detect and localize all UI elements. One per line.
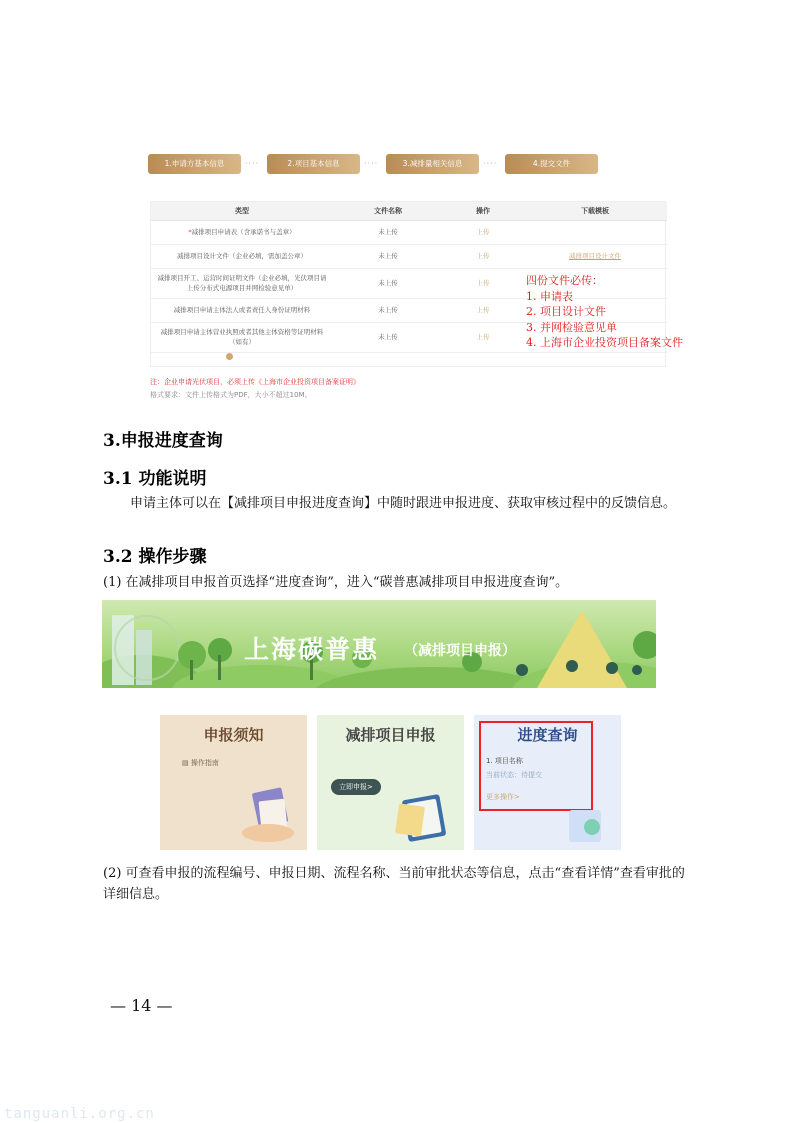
required-files-annotation [526,273,683,351]
pv-project-note: 注：企业申请光伏项目，必须上传《上海市企业投资项目备案证明》 [150,378,360,386]
required-mark: * [188,228,192,236]
progress-card[interactable] [474,715,621,850]
operation-guide-label: 操作指南 [190,759,219,767]
step-3[interactable]: 3.减排量相关信息 [386,154,479,174]
notice-card[interactable] [160,715,307,850]
file-type: 减排项目设计文件（企业必填，需加盖公章） [177,252,307,260]
watermark: tanguanli.org.cn [4,1106,155,1122]
step-separator: ···· [245,159,260,168]
hand-document-icon [160,715,307,850]
document-icon: ▤ [182,759,189,767]
header-filename: 文件名称 [333,202,443,220]
apply-card[interactable] [317,715,464,850]
subsection-function: 3.1 功能说明 [103,469,207,489]
progress-card-title: 进度查询 [517,726,578,744]
file-status: 未上传 [333,220,443,244]
file-status: 未上传 [333,268,443,298]
upload-link[interactable]: 上传 [476,306,490,314]
more-actions-link[interactable]: 更多操作> [486,793,520,801]
function-paragraph: 申请主体可以在【减排项目申报进度查询】中随时跟进申报进度、获取审核过程中的反馈信息。 [130,496,677,511]
step-1[interactable]: 1.申请方基本信息 [148,154,241,174]
upload-link[interactable]: 上传 [476,279,490,287]
notice-card-title: 申报须知 [203,726,264,744]
carbon-inclusion-banner [102,600,656,688]
header-type: 类型 [151,202,333,220]
file-type: 减排项目申请主体法人或者责任人身份证明材料 [173,306,311,314]
banner-subtitle: （减排项目申报） [404,643,516,659]
format-note: 格式要求：文件上传格式为PDF，大小不超过10M。 [150,391,312,399]
step-separator: ···· [483,159,498,168]
step-4[interactable]: 4.提交文件 [505,154,598,174]
annotation-title: 四份文件必传： [526,274,603,287]
annotation-item: 4. 上海市企业投资项目备案文件 [526,336,683,349]
subsection-steps: 3.2 操作步骤 [103,547,207,567]
step-2-text: (2) 可查看申报的流程编号、申报日期、流程名称、当前审批状态等信息，点击“查看详情”查看审批的详细信息。 [103,866,685,902]
file-type: 减排项目申请主体营业执照或者其他主体资格等证明材料（如有） [160,328,324,346]
step-separator: ···· [364,159,379,168]
current-status: 当前状态：待提交 [486,771,542,779]
step-bar [148,154,608,174]
apply-now-button[interactable]: 立即申报> [331,779,381,795]
banner-title: 上海碳普惠 [244,635,380,664]
file-status: 未上传 [333,322,443,352]
file-type: 减排项目申请表（含承诺书与盖章） [191,228,296,236]
add-row-icon[interactable] [226,353,233,360]
upload-link[interactable]: 上传 [476,228,490,236]
clipboard-icon [317,715,464,850]
document-stack-icon [474,715,621,850]
step-1-text: (1) 在减排项目申报首页选择“进度查询”，进入“碳普惠减排项目申报进度查询”。 [103,575,569,590]
header-template: 下载模板 [523,202,667,220]
file-type: 减排项目开工、运营时间证明文件（企业必填，光伏项目请上传分布式电源项目并网检验意见单） [157,274,327,292]
header-operation: 操作 [443,202,523,220]
annotation-item: 3. 并网检验意见单 [526,320,617,334]
annotation-item: 2. 项目设计文件 [526,305,606,318]
table-row [151,220,667,244]
project-name: 1. 项目名称 [486,757,523,765]
file-status: 未上传 [333,298,443,322]
step-2[interactable]: 2.项目基本信息 [267,154,360,174]
section-heading: 3.申报进度查询 [103,431,223,451]
file-status: 未上传 [333,244,443,268]
upload-link[interactable]: 上传 [476,333,490,341]
apply-card-title: 减排项目申报 [345,726,436,744]
upload-link[interactable]: 上传 [476,252,490,260]
template-link[interactable]: 减排项目设计文件 [569,252,621,260]
page-number: — 14 — [110,996,173,1015]
annotation-item: 1. 申请表 [526,289,573,303]
table-row [151,244,667,268]
